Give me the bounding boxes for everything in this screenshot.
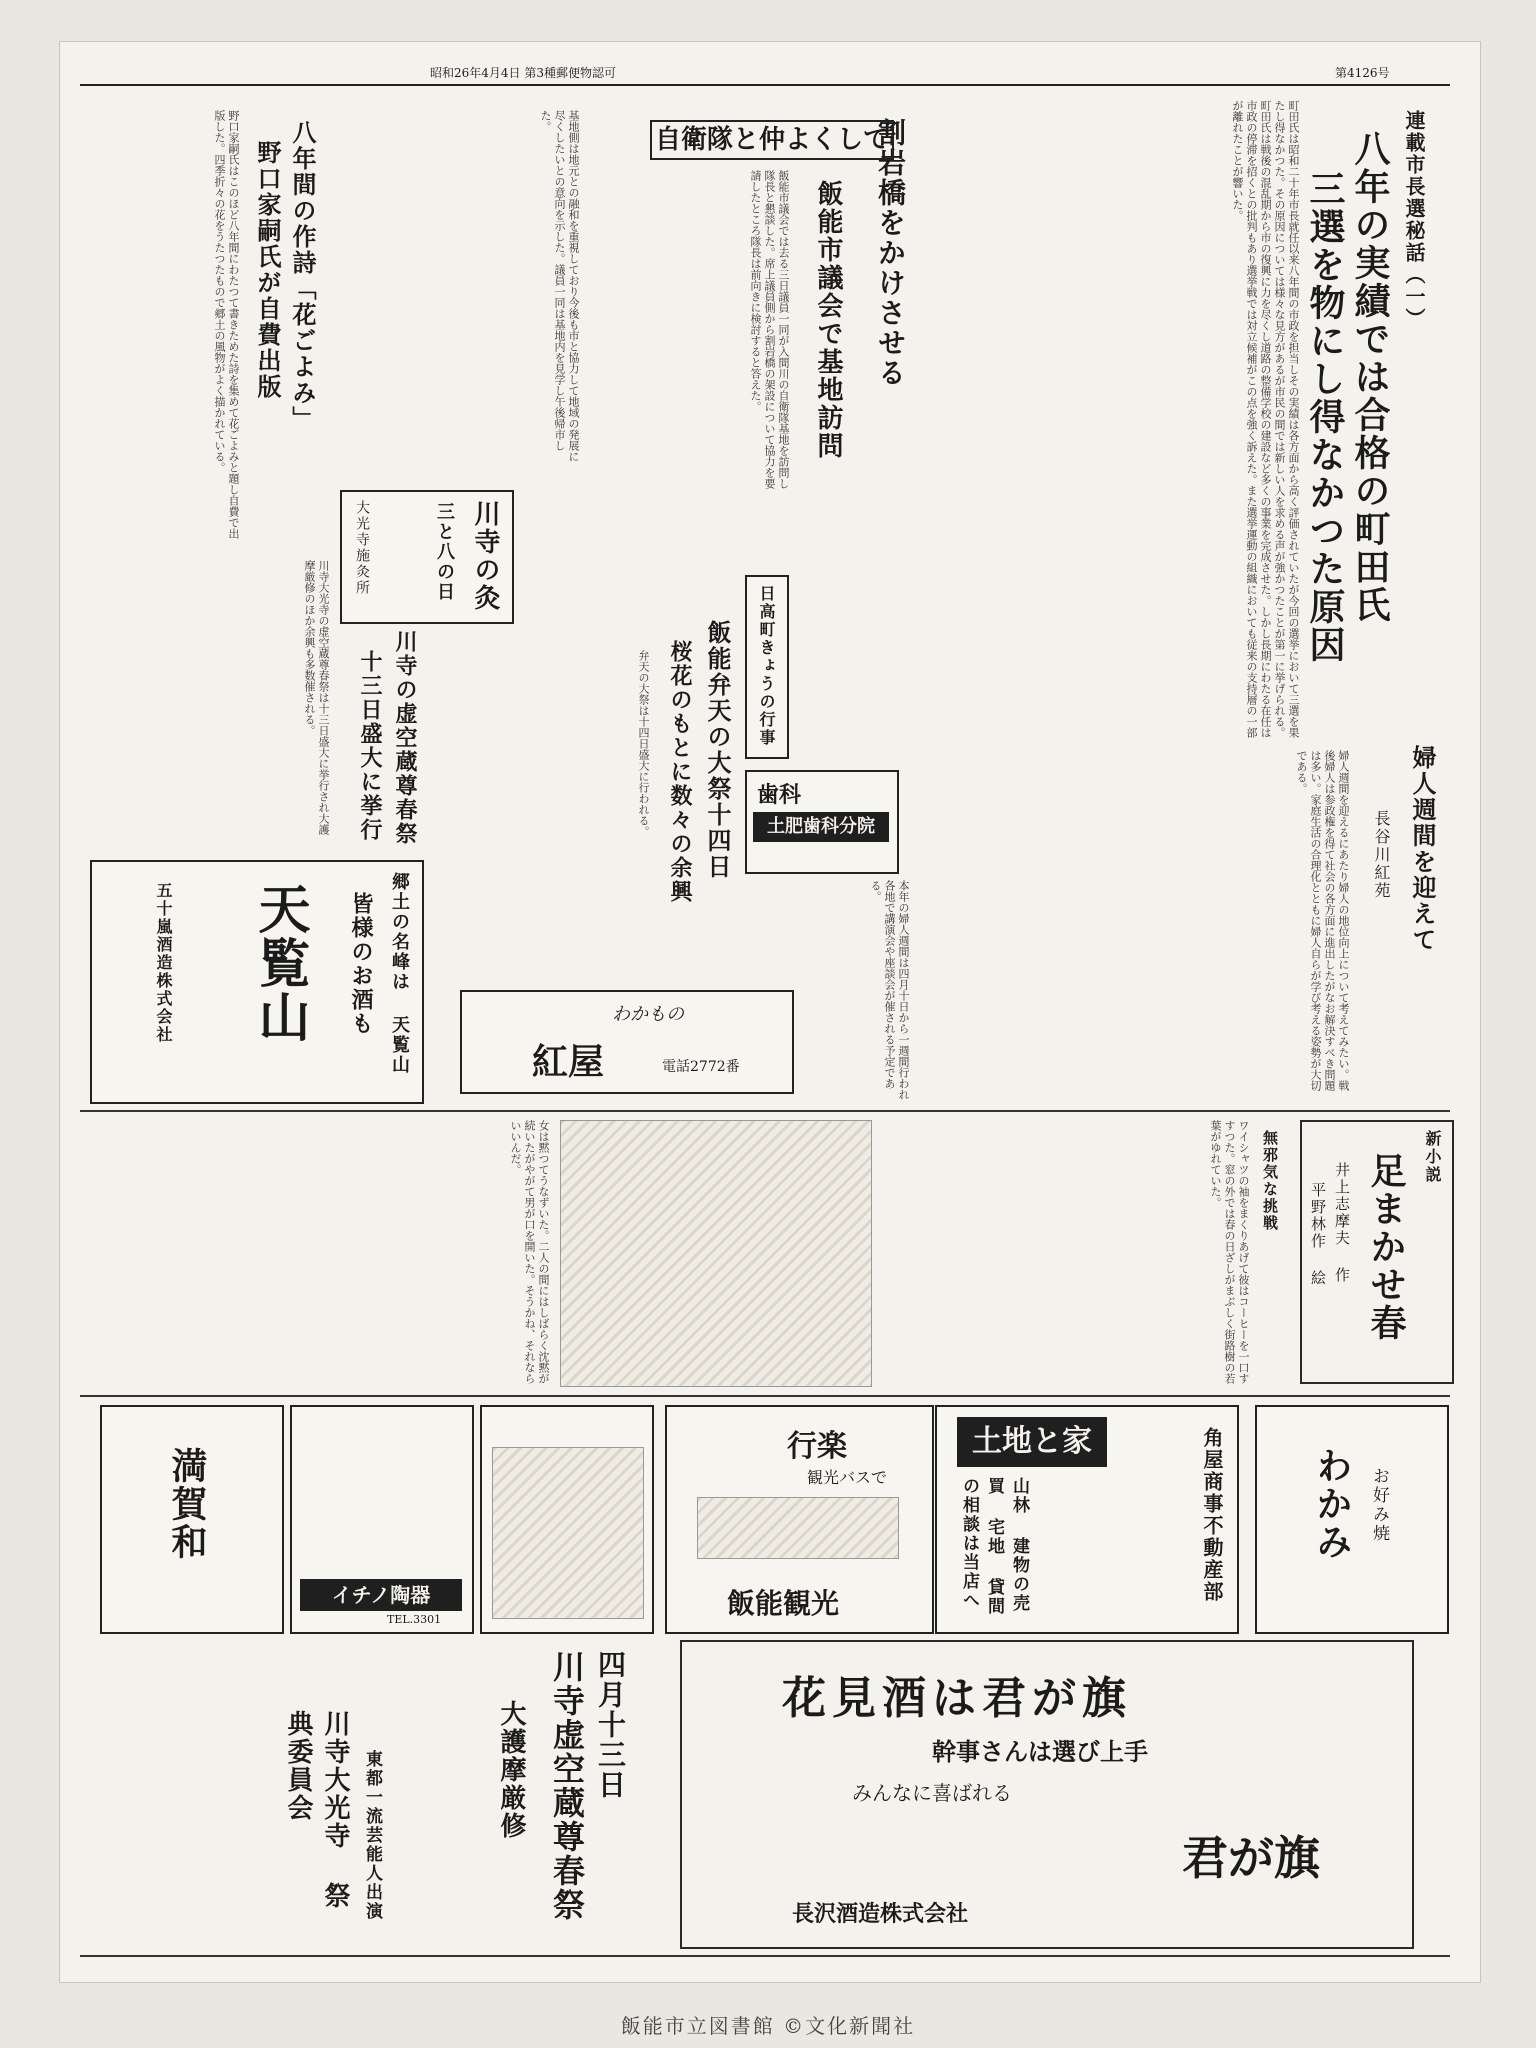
- ad-lead: 郷土の名峰は 天覧山: [389, 872, 410, 1075]
- article7-headline: 日高町きょうの行事: [757, 585, 776, 747]
- novel-title-box: [1300, 1120, 1454, 1384]
- ad-lead: わかもの: [612, 1004, 684, 1025]
- novel-illustration: [560, 1120, 872, 1387]
- article6-subhead: 十三日盛大に挙行: [357, 650, 383, 842]
- ad-sub2: みんなに喜ばれる: [852, 1781, 1012, 1805]
- article-body-text: 婦人週間を迎えるにあたり婦人の地位向上について考えてみたい。戦後婦人は参政権を得て社会の各方面に進出したがなお解決すべき問題は多い。家庭生活の合理化とともに婦人自らが学び考える姿勢が大切である。: [1295, 750, 1350, 1091]
- ad-company: 角屋商事不動産部: [1200, 1427, 1224, 1603]
- article3-headline: 八年間の作詩「花ごよみ」: [288, 120, 317, 432]
- ad-sub: 幹事さんは選び上手: [932, 1737, 1148, 1766]
- ad-kawadera-moxa: [340, 490, 514, 624]
- ad-headline: 花見酒は君が旗: [782, 1673, 1132, 1724]
- article-body-text: 町田氏は昭和二十年市長就任以来八年間の市政を担当しその実績は各方面から高く評価されていたが今回の選挙において三選を果たし得なかつた。その原因については様々な見方があるが市民の間では新しい人を求める声が強かつたことが第一に挙げられる。町田氏は戦後の混乱期から市の復興に力を尽くし道路の整備学校の建設など多くの事業を完成させた。しかし長期にわたる在任は市政の停滞を招くとの批判もあり選挙戦では対立候補がこの点を強く訴えた。また選挙運動の組織においても従来の支持層の一部が離れたことが響いた。: [1231, 100, 1300, 738]
- article-body-text: 本年の婦人週間は四月十日から一週間行われ各地で講演会や座談会が催される予定である。: [869, 880, 910, 1100]
- article-body-text: 川寺大光寺の虚空蔵尊春祭は十三日盛大に挙行され大護摩厳修のほか余興も多数催される。: [303, 560, 330, 835]
- article-body-text: 基地側は地元との融和を重視しており今後も市と協力して地域の発展に尽くしたいとの意向を示した。議員一同は基地内を見学し午後帰市した。: [539, 110, 580, 462]
- article2-kicker: 自衛隊と仲よくして: [650, 120, 894, 160]
- ad-org: 川寺大光寺 祭典委員会: [283, 1710, 350, 1910]
- article2-subhead: 飯能市議会で基地訪問: [813, 180, 843, 460]
- article-body-text: 女は黙つてうなずいた。二人の間にはしばらく沈黙が続いたがやがて男が口を開いた。そうかね、それならいいんだ。: [509, 1120, 550, 1384]
- footer-credit: 飯能市立図書館 ©文化新聞社: [620, 2014, 916, 2038]
- article-body-text: 飯能市議会では去る三日議員一同が入間川の自衛隊基地を訪問し隊長と懇談した。席上議員側から割岩橋の架設について協力を要請したところ隊長は前向きに検討すると答えた。: [749, 170, 790, 489]
- ad-brand: 君が旗: [1182, 1831, 1320, 1885]
- ad-kawadera-fest: [160, 1640, 640, 1940]
- section-divider: [80, 1110, 1450, 1112]
- ad-beniya: [460, 990, 794, 1094]
- article5-subhead: 桜花のもとに数々の余興: [667, 640, 693, 904]
- ad-entertain: 東都一流芸能人出演: [362, 1750, 382, 1921]
- ad-sub: 三と八の日: [434, 502, 455, 602]
- ad-date: 四月十三日: [594, 1650, 627, 1800]
- ad-tel: TEL.3301: [387, 1613, 442, 1626]
- ad-illustration: [492, 1447, 644, 1619]
- date-line: 昭和26年4月4日 第3種郵便物認可: [430, 66, 616, 80]
- article6-headline: 川寺の虚空蔵尊春祭: [392, 630, 418, 846]
- ad-note: 大光寺施灸所: [354, 500, 370, 596]
- ad-name: 紅屋: [532, 1041, 605, 1083]
- ad-name: 満賀和: [166, 1447, 208, 1561]
- article5-headline: 飯能弁天の大祭十四日: [703, 620, 732, 880]
- ad-wakami: [1255, 1405, 1449, 1634]
- article1-kicker: 連載市長選秘話（一）: [1402, 110, 1426, 330]
- ad-maker: 五十嵐酒造株式会社: [154, 882, 173, 1044]
- ad-category: 歯科: [757, 782, 802, 808]
- ad-maker: 長沢酒造株式会社: [792, 1901, 969, 1927]
- issue-number: 第4126号: [1335, 66, 1390, 80]
- ad-brand: 天覧山: [249, 882, 310, 1044]
- ad-title: 行楽: [787, 1429, 847, 1464]
- ad-title: 川寺の灸: [470, 500, 500, 612]
- section-divider: [80, 1955, 1450, 1957]
- novel-label: 新小説: [1423, 1130, 1442, 1184]
- ad-prayer: 大護摩厳修: [496, 1700, 526, 1840]
- ad-company: 飯能観光: [727, 1587, 840, 1620]
- ad-cafe: [480, 1405, 654, 1634]
- ad-kanko: [665, 1405, 934, 1634]
- novel-section: 無邪気な挑戦: [1261, 1130, 1279, 1232]
- ad-dentist: [745, 770, 899, 874]
- article4-headline: 婦人週間を迎えて: [1408, 745, 1437, 953]
- article4-byline: 長谷川紅苑: [1372, 810, 1391, 900]
- ad-tenranzan: [90, 860, 424, 1104]
- novel-title: 足まかせ春: [1365, 1152, 1407, 1342]
- masthead-line: [80, 58, 1450, 86]
- article1-headline-1: 八年の実績では合格の町田氏: [1349, 130, 1391, 624]
- ad-name: イチノ陶器: [300, 1579, 462, 1611]
- article-body-text: ワイシャツの袖をまくりあげて彼はコーヒーを一口すすつた。窓の外では春の日ざしがまぶしく街路樹の若葉がゆれていた。: [1209, 1120, 1250, 1384]
- ad-ryokan: [100, 1405, 284, 1634]
- article2-headline: 割岩橋をかけさせる: [874, 118, 907, 388]
- ad-title: 土地と家: [957, 1417, 1107, 1467]
- ad-sub: お好み焼: [1369, 1467, 1389, 1543]
- bus-illustration: [697, 1497, 899, 1559]
- article1-headline-2: 三選を物にし得なかつた原因: [1304, 170, 1346, 664]
- article-body-text: 野口家嗣氏はこのほど八年間にわたつて書きためた詩を集めて花ごよみと題し自費で出版した。四季折々の花をうたつたもので郷土の風物がよく描かれている。: [213, 110, 240, 539]
- ad-ichino: [290, 1405, 474, 1634]
- ad-lead2: 皆様のお酒も: [348, 892, 374, 1036]
- ad-name: 土肥歯科分院: [753, 812, 889, 842]
- novel-author: 井上志摩夫 作: [1333, 1162, 1351, 1284]
- ad-tel: 電話2772番: [662, 1059, 740, 1075]
- article3-subhead: 野口家嗣氏が自費出版: [253, 140, 282, 400]
- novel-illustrator: 平野林作 絵: [1309, 1182, 1327, 1287]
- article-body-text: 弁天の大祭は十四日盛大に行われる。: [637, 650, 650, 837]
- ad-body: 山林 建物の売買 宅地 貸間の相談は当店へ: [959, 1477, 1029, 1616]
- ad-realestate: [935, 1405, 1239, 1634]
- article7-box: [745, 575, 789, 759]
- section-divider: [80, 1395, 1450, 1397]
- ad-title: わかみ: [1311, 1447, 1353, 1561]
- ad-hanami: [680, 1640, 1414, 1949]
- ad-line: 観光バスで: [807, 1468, 888, 1487]
- ad-title: 川寺虚空蔵尊春祭: [548, 1650, 586, 1922]
